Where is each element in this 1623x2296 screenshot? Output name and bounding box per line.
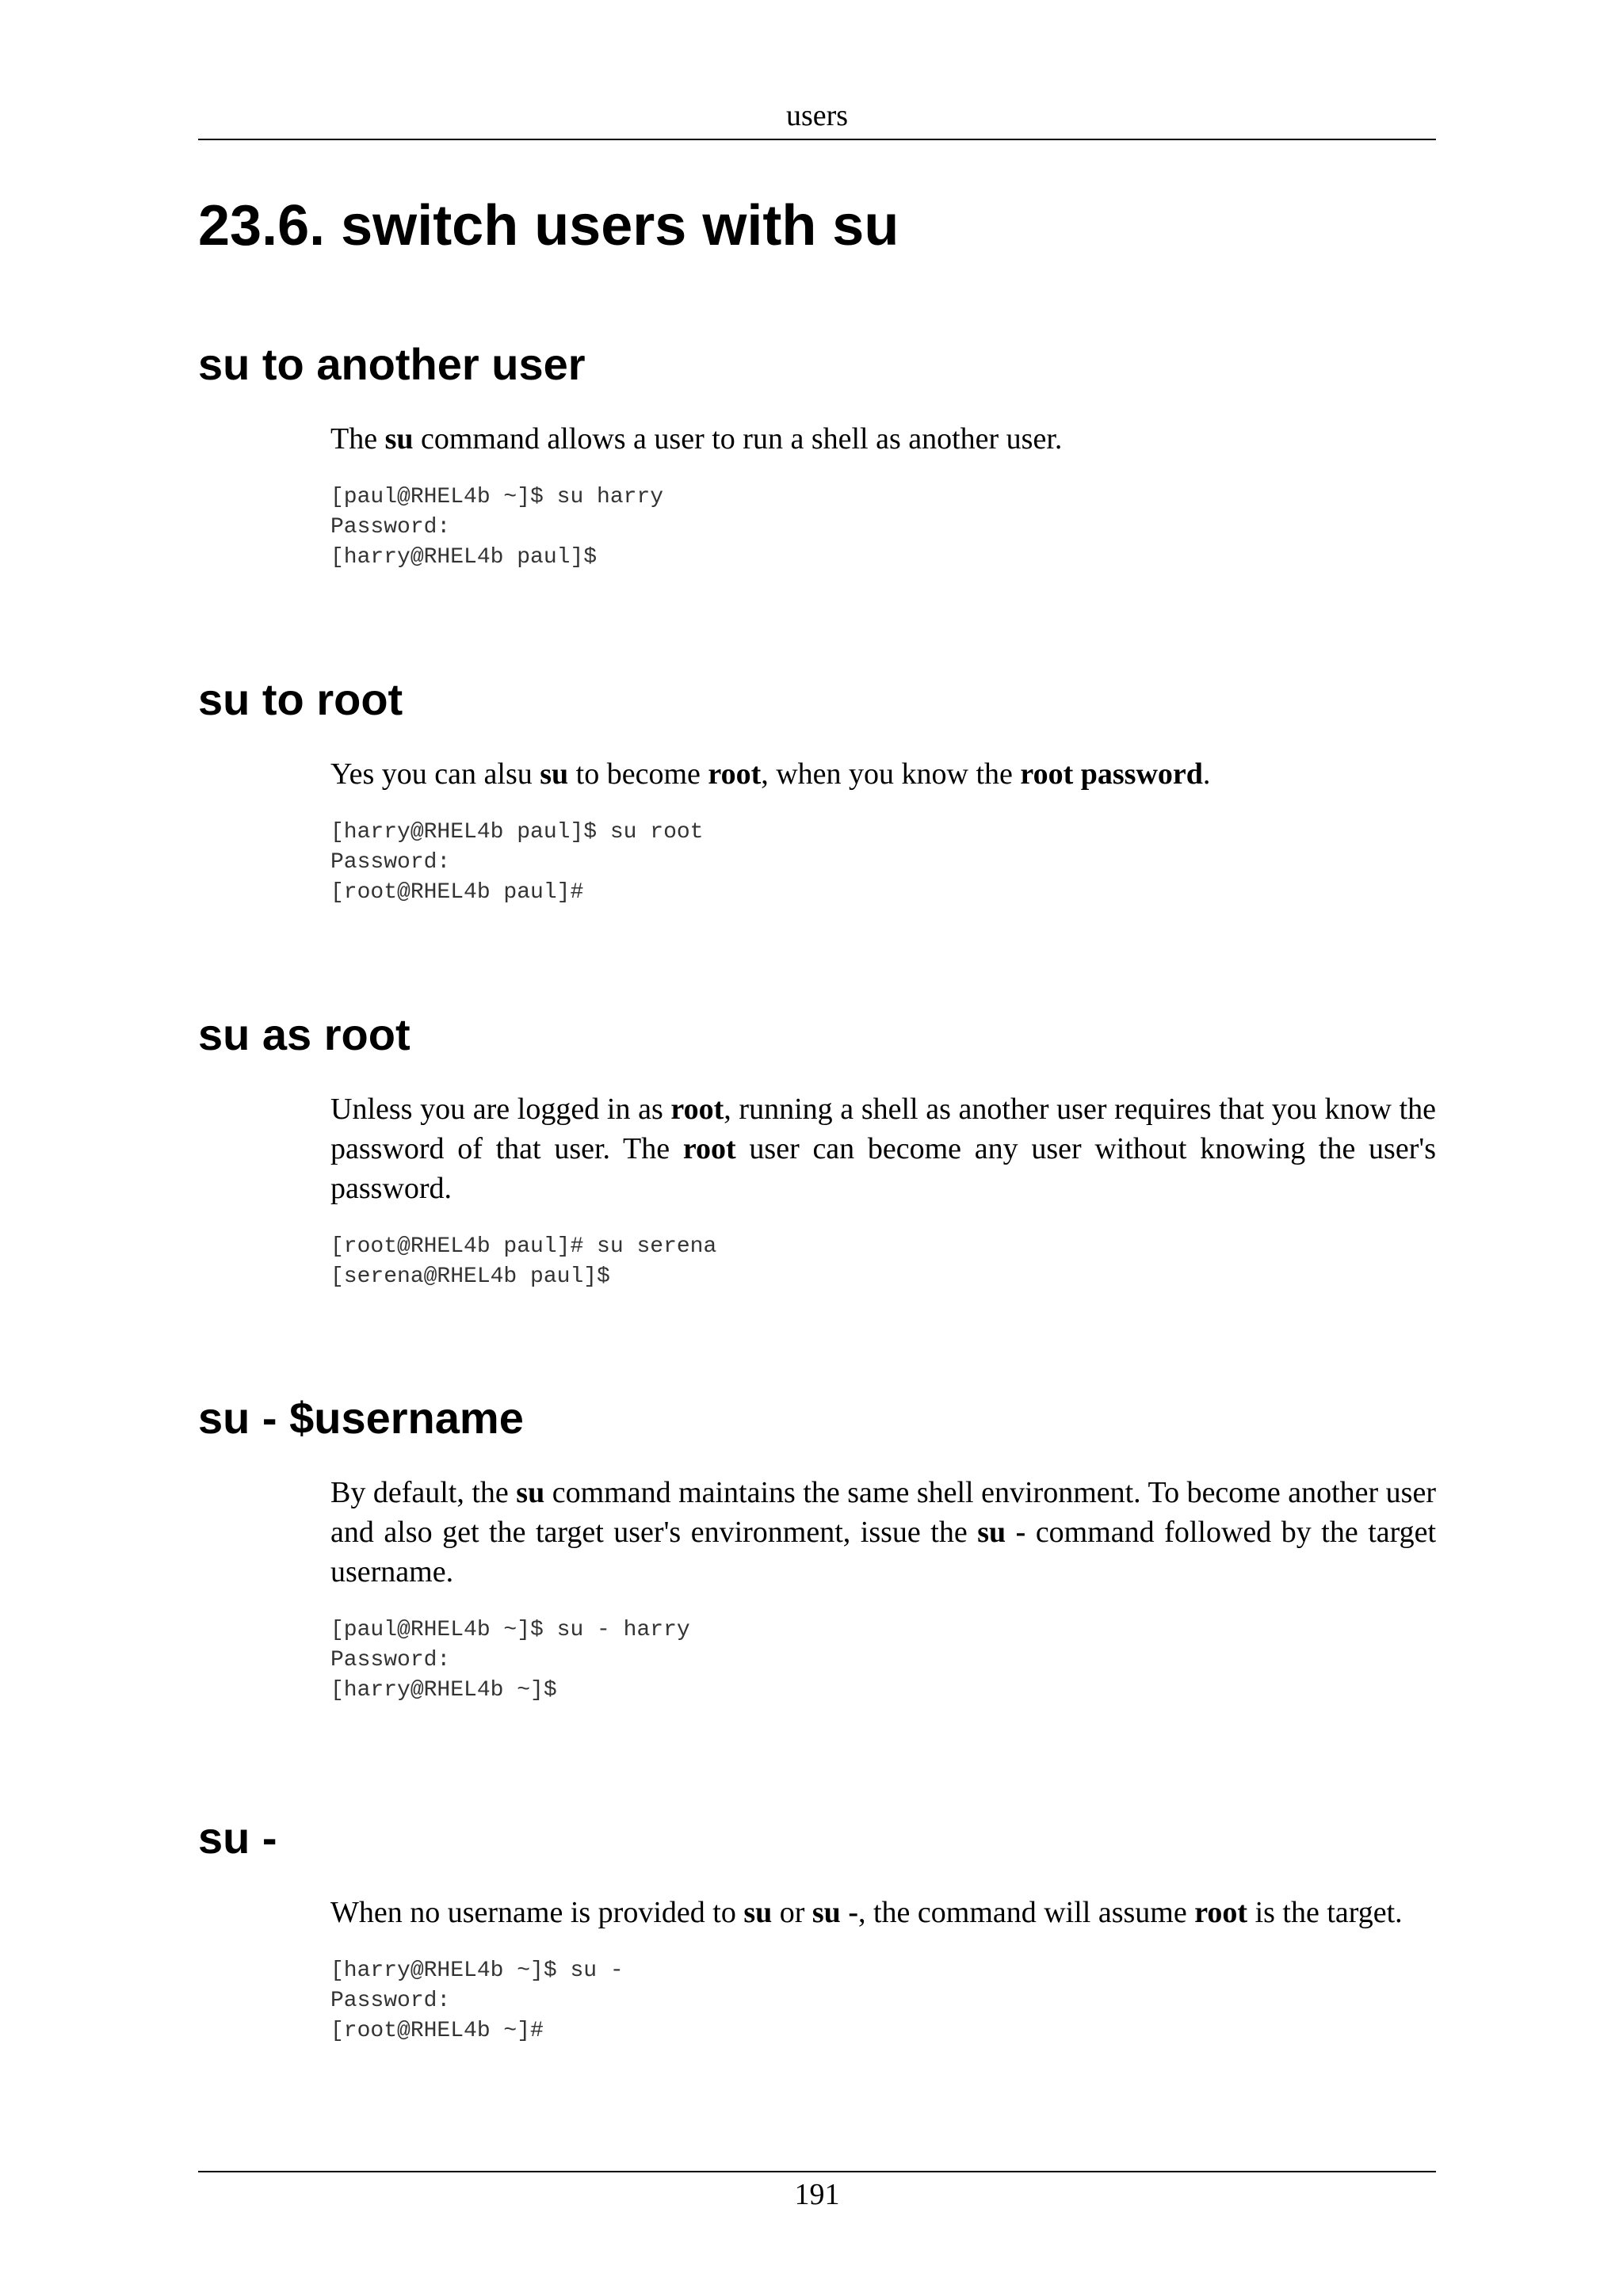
code-block: [330, 1232, 1436, 1292]
code-line: Password:: [330, 1648, 451, 1672]
text-run: The: [330, 422, 385, 456]
text-run: .: [1202, 757, 1211, 791]
bold-term: root: [682, 1132, 736, 1165]
text-run: When no username is provided to: [330, 1896, 744, 1929]
section-su-dash: [198, 1810, 1436, 2046]
text-run: , when you know the: [761, 757, 1021, 791]
bold-term: root: [708, 757, 762, 791]
code-line: Password:: [330, 515, 451, 540]
code-line: [paul@RHEL4b ~]$ su - harry: [330, 1618, 690, 1642]
text-run: or: [772, 1896, 812, 1929]
bold-term: su -: [812, 1896, 858, 1929]
section-su-dash-username: [198, 1390, 1436, 1706]
code-line: [serena@RHEL4b paul]$: [330, 1264, 610, 1289]
section-paragraph: [330, 754, 1436, 794]
text-run: By default, the: [330, 1476, 517, 1509]
code-line: [paul@RHEL4b ~]$ su harry: [330, 485, 664, 509]
text-run: Unless you are logged in as: [330, 1093, 671, 1126]
code-line: [harry@RHEL4b paul]$: [330, 545, 598, 570]
code-line: [root@RHEL4b paul]# su serena: [330, 1234, 717, 1259]
section-title: su to another user: [198, 339, 586, 389]
footer-rule: [198, 2171, 1436, 2172]
code-block: [330, 1615, 1436, 1706]
text-run: user can become any user without knowing the user's password.: [330, 1132, 1436, 1205]
code-block: [330, 818, 1436, 908]
section-title: su to root: [198, 674, 403, 724]
page-number: 191: [794, 2178, 840, 2211]
bold-term: root password: [1020, 757, 1203, 791]
section-su-to-another-user: [198, 337, 1436, 573]
bold-term: su: [540, 757, 569, 791]
code-block: [330, 482, 1436, 573]
text-run: is the target.: [1247, 1896, 1403, 1929]
section-paragraph: [330, 1893, 1436, 1932]
code-line: [harry@RHEL4b ~]$ su -: [330, 1958, 624, 1983]
bold-term: root: [1194, 1896, 1248, 1929]
text-run: command maintains the same shell environment. To become another user and also get the target user's environment, issue the: [330, 1476, 1436, 1549]
bold-term: su: [516, 1476, 545, 1509]
text-run: command allows a user to run a shell as another user.: [413, 422, 1063, 456]
code-line: Password:: [330, 1989, 451, 2013]
chapter-title: 23.6. switch users with su: [198, 194, 899, 257]
bold-term: su: [743, 1896, 773, 1929]
bold-term: su -: [977, 1516, 1026, 1549]
text-run: , the command will assume: [857, 1896, 1195, 1929]
bold-term: root: [670, 1093, 724, 1126]
text-run: command followed by the target username.: [330, 1516, 1437, 1589]
text-run: to become: [568, 757, 708, 791]
code-line: [harry@RHEL4b ~]$: [330, 1678, 557, 1703]
code-line: [harry@RHEL4b paul]$ su root: [330, 820, 704, 845]
section-title: su - $username: [198, 1393, 524, 1443]
text-run: , running a shell as another user requires that you know the password of that user. The: [330, 1093, 1436, 1165]
code-line: [root@RHEL4b ~]#: [330, 2019, 544, 2043]
section-paragraph: [330, 1089, 1436, 1208]
header-rule: [198, 139, 1436, 140]
section-title: su as root: [198, 1009, 411, 1059]
code-line: [root@RHEL4b paul]#: [330, 880, 584, 905]
section-paragraph: [330, 1473, 1436, 1592]
section-title: su -: [198, 1813, 277, 1863]
running-header: users: [785, 99, 849, 132]
bold-term: su: [384, 422, 414, 456]
section-su-as-root: [198, 1007, 1436, 1292]
code-block: [330, 1956, 1436, 2046]
section-su-to-root: [198, 672, 1436, 908]
code-line: Password:: [330, 850, 451, 875]
section-paragraph: [330, 419, 1436, 459]
text-run: Yes you can alsu: [330, 757, 540, 791]
